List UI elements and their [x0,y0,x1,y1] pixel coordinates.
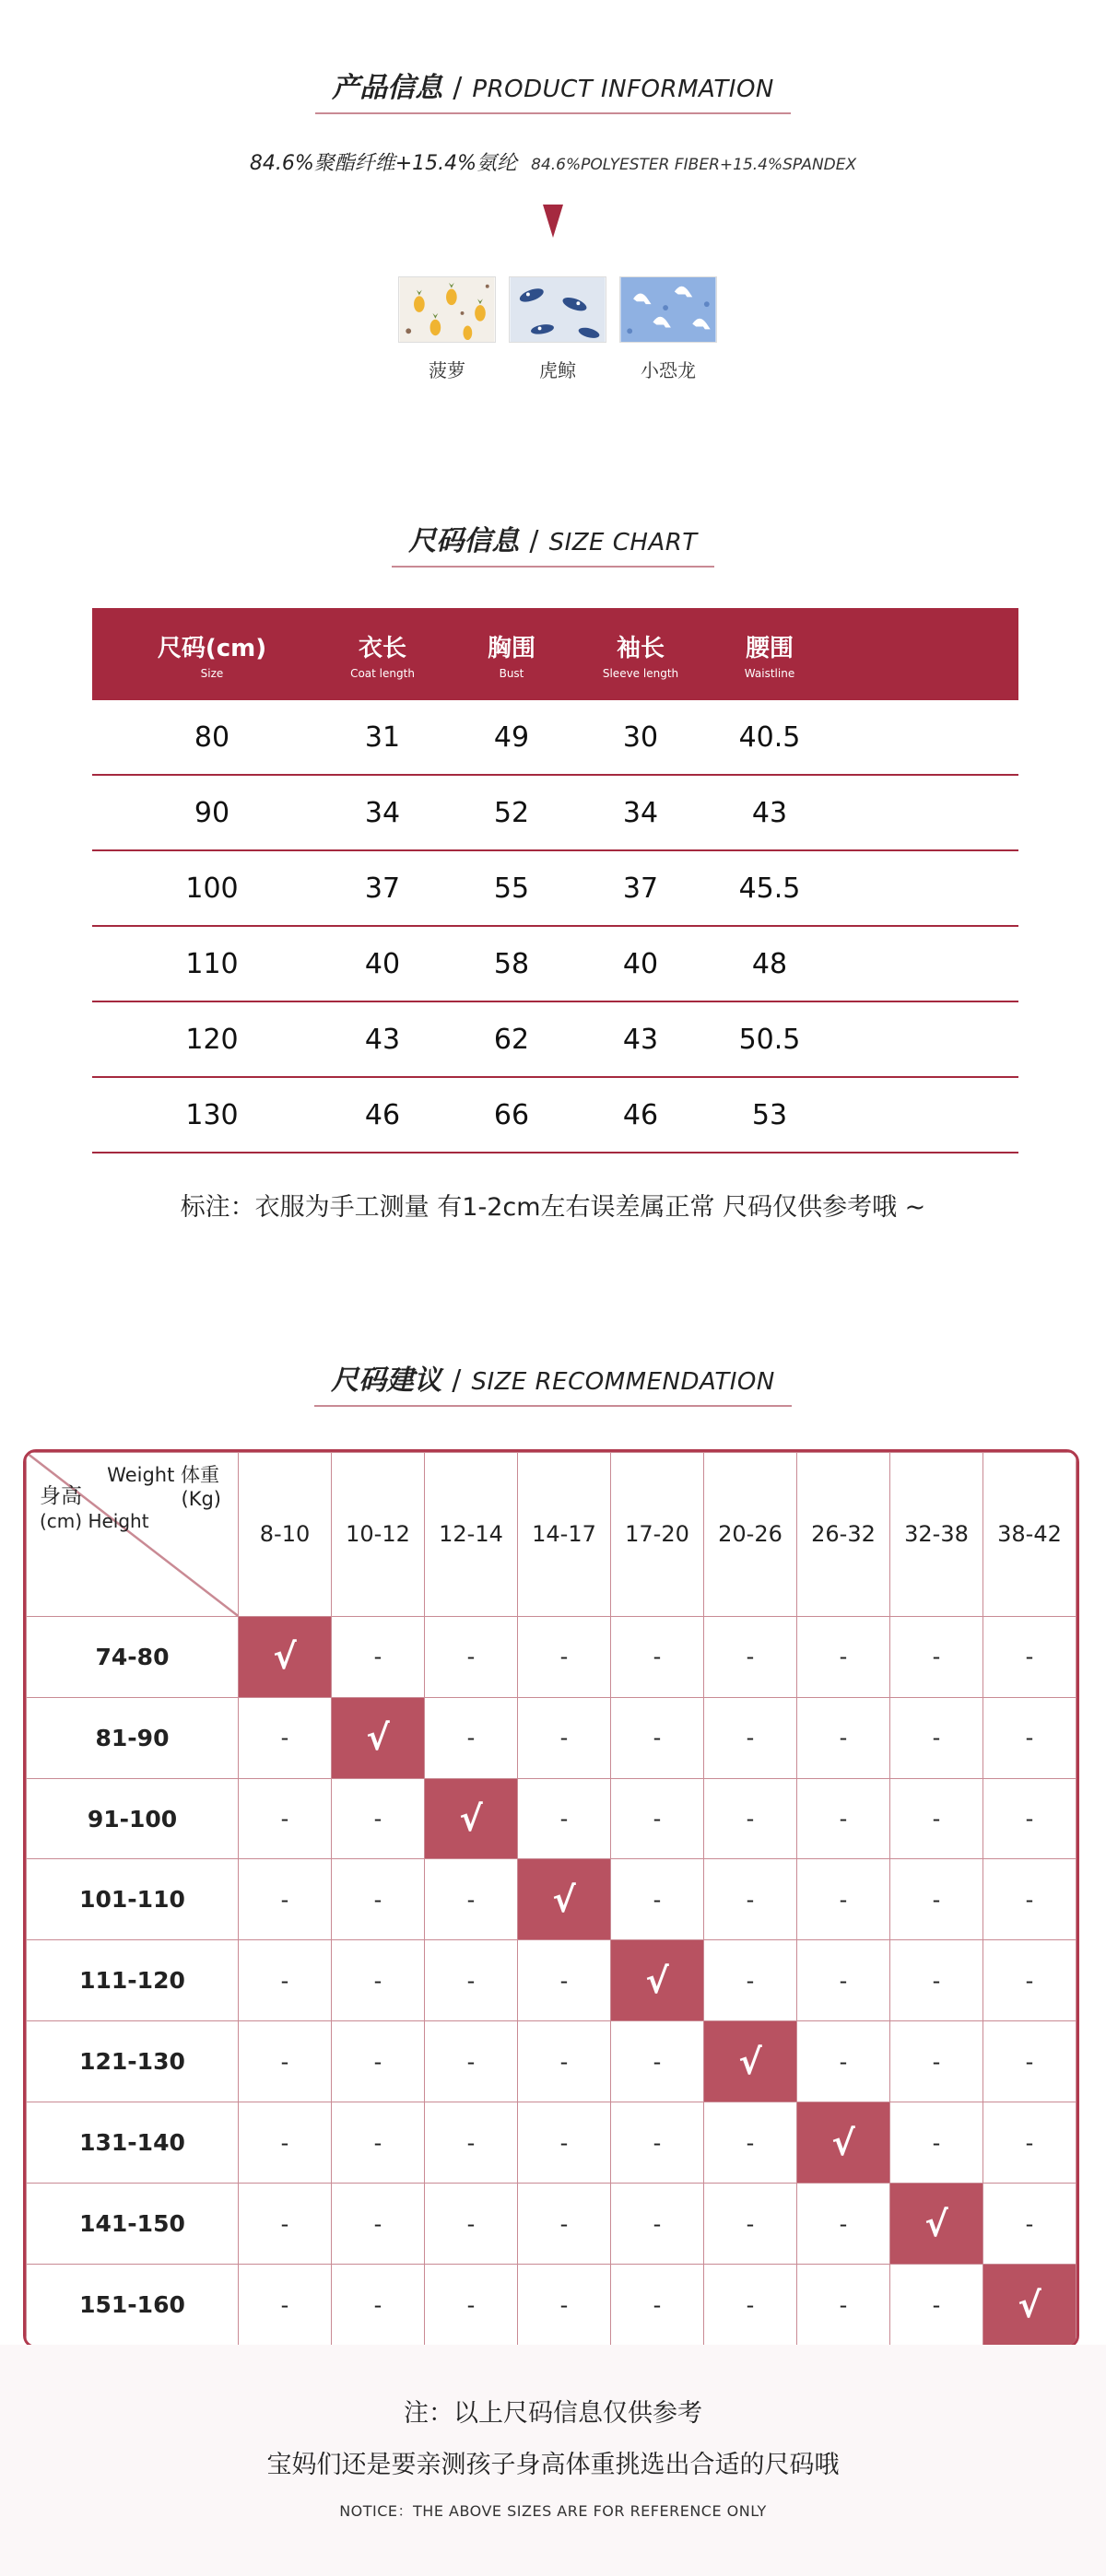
size-chart-cell: 46 [364,1098,401,1131]
size-chart-cell: 80 [194,720,230,754]
empty-cell: - [425,2102,518,2184]
header-en: Coat length [350,666,415,680]
size-chart-cell: 43 [622,1023,659,1056]
empty-cell: - [983,1859,1077,1940]
empty-cell: - [704,2184,797,2265]
height-label-cell: 151-160 [27,2265,239,2346]
size-chart-cell: 37 [364,872,401,905]
empty-cell: - [704,2102,797,2184]
weight-header-cell: 38-42 [983,1453,1077,1617]
height-label-cell: 74-80 [27,1616,239,1697]
empty-cell: - [983,1697,1077,1778]
size-chart-table [92,608,1018,1153]
weight-label: Weight 体重 [107,1464,219,1486]
recommended-check-cell: √ [332,1697,425,1778]
empty-cell: - [518,2184,611,2265]
recommended-check-cell: √ [425,1778,518,1859]
empty-cell: - [425,1940,518,2021]
height-row [27,2102,1077,2184]
composition-cn: 84.6%聚酯纤维+15.4%氨纶 [249,152,518,175]
recommended-check-cell: √ [890,2184,983,2265]
empty-cell: - [983,1778,1077,1859]
empty-cell: - [890,1859,983,1940]
empty-cell: - [704,2265,797,2346]
size-chart-cell: 100 [185,872,239,905]
size-rec-title-cn: 尺码建议 [331,1364,442,1397]
size-chart-cell: 40.5 [738,720,801,754]
size-chart-cell: 110 [185,947,239,980]
size-chart-row [92,776,1018,851]
swatch-label: 菠萝 [429,359,465,381]
swatch-dinosaur [619,276,717,382]
swatch-label: 小恐龙 [641,359,696,381]
height-row [27,1859,1077,1940]
weight-unit: (Kg) [181,1488,221,1510]
empty-cell: - [611,1778,704,1859]
recommended-check-cell: √ [611,1940,704,2021]
header-cn: 腰围 [745,634,794,662]
empty-cell: - [518,1697,611,1778]
empty-cell: - [425,1616,518,1697]
size-chart-cell: 58 [493,947,530,980]
header-cn: 衣长 [358,634,406,662]
header-waistline [691,629,848,680]
empty-cell: - [239,2021,332,2102]
empty-cell: - [611,2021,704,2102]
size-recommendation-table [23,1449,1079,2348]
swatch-label: 虎鲸 [539,359,576,381]
size-chart-title-cn: 尺码信息 [408,525,520,557]
size-chart-cell: 48 [751,947,788,980]
header-cn: 胸围 [487,634,535,662]
empty-cell: - [797,2265,890,2346]
size-chart-cell: 52 [493,796,530,829]
empty-cell: - [239,1778,332,1859]
height-label-cell: 101-110 [27,1859,239,1940]
empty-cell: - [983,1940,1077,2021]
size-chart-title-en: SIZE CHART [548,529,698,556]
size-chart-cell: 34 [364,796,401,829]
weight-header-row [27,1453,1077,1617]
empty-cell: - [518,1940,611,2021]
header-size [92,629,332,680]
height-row [27,2265,1077,2346]
empty-cell: - [332,1859,425,1940]
size-chart-row [92,1002,1018,1078]
size-chart-cell: 31 [364,720,401,754]
size-chart-cell: 50.5 [738,1023,801,1056]
product-info-title-en: PRODUCT INFORMATION [472,76,774,103]
empty-cell: - [332,2102,425,2184]
size-chart-row [92,851,1018,927]
empty-cell: - [704,1697,797,1778]
height-row [27,1940,1077,2021]
size-chart-cell: 37 [622,872,659,905]
composition-en: 84.6%POLYESTER FIBER+15.4%SPANDEX [531,156,857,174]
size-chart-cell: 46 [622,1098,659,1131]
title-separator: / [453,72,463,104]
empty-cell: - [797,2184,890,2265]
size-chart-cell: 49 [493,720,530,754]
height-label: 身高 [40,1484,82,1508]
empty-cell: - [797,1697,890,1778]
size-chart-cell: 90 [194,796,230,829]
size-chart-row [92,700,1018,776]
empty-cell: - [704,1616,797,1697]
size-chart-cell: 66 [493,1098,530,1131]
header-en: Size [200,666,224,680]
recommended-check-cell: √ [704,2021,797,2102]
header-bust [433,629,590,680]
empty-cell: - [332,2021,425,2102]
empty-cell: - [611,2184,704,2265]
empty-cell: - [239,2102,332,2184]
size-chart-cell: 43 [364,1023,401,1056]
size-chart-cell: 55 [493,872,530,905]
orca-pattern-icon [509,276,606,343]
size-chart-note: 标注：衣服为手工测量 有1-2cm左右误差属正常 尺码仅供参考哦 ~ [180,1193,926,1222]
height-label-cell: 91-100 [27,1778,239,1859]
empty-cell: - [983,2102,1077,2184]
title-separator: / [452,1364,462,1397]
empty-cell: - [797,1616,890,1697]
fabric-composition [0,147,1106,176]
recommended-check-cell: √ [239,1616,332,1697]
size-chart-cell: 120 [185,1023,239,1056]
header-en: Waistline [744,666,795,680]
empty-cell: - [983,2184,1077,2265]
empty-cell: - [983,2021,1077,2102]
swatch-orca [509,276,606,382]
swatch-pineapple [398,276,496,382]
header-sleeve-length [590,629,691,680]
size-chart-cell: 40 [364,947,401,980]
empty-cell: - [983,1616,1077,1697]
empty-cell: - [518,1616,611,1697]
empty-cell: - [890,1697,983,1778]
height-label-cell: 121-130 [27,2021,239,2102]
empty-cell: - [890,1778,983,1859]
height-row [27,1778,1077,1859]
empty-cell: - [518,2265,611,2346]
height-row [27,1697,1077,1778]
height-row [27,2021,1077,2102]
weight-header-cell: 8-10 [239,1453,332,1617]
empty-cell: - [797,1940,890,2021]
title-separator: / [529,525,539,557]
weight-header-cell: 14-17 [518,1453,611,1617]
weight-header-cell: 17-20 [611,1453,704,1617]
empty-cell: - [797,1859,890,1940]
empty-cell: - [332,1616,425,1697]
size-chart-cell: 43 [751,796,788,829]
empty-cell: - [890,2265,983,2346]
dinosaur-pattern-icon [619,276,717,343]
empty-cell: - [797,2021,890,2102]
empty-cell: - [704,1778,797,1859]
size-chart-cell: 40 [622,947,659,980]
empty-cell: - [518,2021,611,2102]
empty-cell: - [425,1697,518,1778]
empty-cell: - [518,2102,611,2184]
size-chart-cell: 130 [185,1098,239,1131]
size-chart-row [92,927,1018,1002]
footer-line-3: NOTICE：THE ABOVE SIZES ARE FOR REFERENCE ONLY [339,2502,767,2520]
empty-cell: - [425,2184,518,2265]
height-label-cell: 141-150 [27,2184,239,2265]
empty-cell: - [704,1940,797,2021]
empty-cell: - [239,1697,332,1778]
empty-cell: - [518,1778,611,1859]
empty-cell: - [890,2102,983,2184]
recommended-check-cell: √ [983,2265,1077,2346]
weight-header-cell: 32-38 [890,1453,983,1617]
empty-cell: - [611,2265,704,2346]
recommendation-grid [26,1452,1077,2346]
height-label-cell: 131-140 [27,2102,239,2184]
empty-cell: - [797,1778,890,1859]
recommended-check-cell: √ [797,2102,890,2184]
empty-cell: - [332,2265,425,2346]
size-chart-cell: 45.5 [738,872,801,905]
empty-cell: - [425,2265,518,2346]
height-unit: (cm) Height [40,1510,149,1532]
weight-header-cell: 26-32 [797,1453,890,1617]
header-cn: 袖长 [616,634,665,662]
empty-cell: - [332,1778,425,1859]
empty-cell: - [890,1616,983,1697]
empty-cell: - [890,2021,983,2102]
size-chart-cell: 30 [622,720,659,754]
empty-cell: - [239,2265,332,2346]
empty-cell: - [890,1940,983,2021]
header-coat-length [332,629,433,680]
empty-cell: - [332,2184,425,2265]
product-info-title [0,64,1106,114]
footer-line-1: 注：以上尺码信息仅供参考 [404,2399,702,2428]
weight-header-cell: 12-14 [425,1453,518,1617]
size-chart-row [92,1078,1018,1153]
size-recommendation-title [0,1357,1106,1407]
arrow-down-icon [543,205,563,238]
empty-cell: - [239,2184,332,2265]
empty-cell: - [332,1940,425,2021]
height-row [27,2184,1077,2265]
empty-cell: - [611,1616,704,1697]
product-info-title-cn: 产品信息 [332,72,443,104]
empty-cell: - [425,2021,518,2102]
weight-header-cell: 10-12 [332,1453,425,1617]
header-en: Bust [499,666,524,680]
size-chart-body [92,700,1018,1153]
footer-line-2: 宝妈们还是要亲测孩子身高体重挑选出合适的尺码哦 [266,2451,840,2479]
size-chart-cell: 53 [751,1098,788,1131]
empty-cell: - [425,1859,518,1940]
size-rec-title-en: SIZE RECOMMENDATION [471,1368,775,1396]
recommended-check-cell: √ [518,1859,611,1940]
size-chart-cell: 34 [622,796,659,829]
corner-cell [27,1453,239,1617]
size-chart-cell: 62 [493,1023,530,1056]
size-chart-title [0,518,1106,568]
height-row [27,1616,1077,1697]
header-cn: 尺码(cm) [157,634,267,662]
height-label-cell: 111-120 [27,1940,239,2021]
empty-cell: - [611,2102,704,2184]
header-en: Sleeve length [602,666,679,680]
footer-notice [0,2345,1106,2576]
pineapple-pattern-icon [398,276,496,343]
empty-cell: - [704,1859,797,1940]
empty-cell: - [611,1859,704,1940]
size-chart-header [92,608,1018,700]
empty-cell: - [239,1859,332,1940]
weight-header-cell: 20-26 [704,1453,797,1617]
empty-cell: - [239,1940,332,2021]
pattern-swatches [398,276,717,382]
height-label-cell: 81-90 [27,1697,239,1778]
empty-cell: - [611,1697,704,1778]
